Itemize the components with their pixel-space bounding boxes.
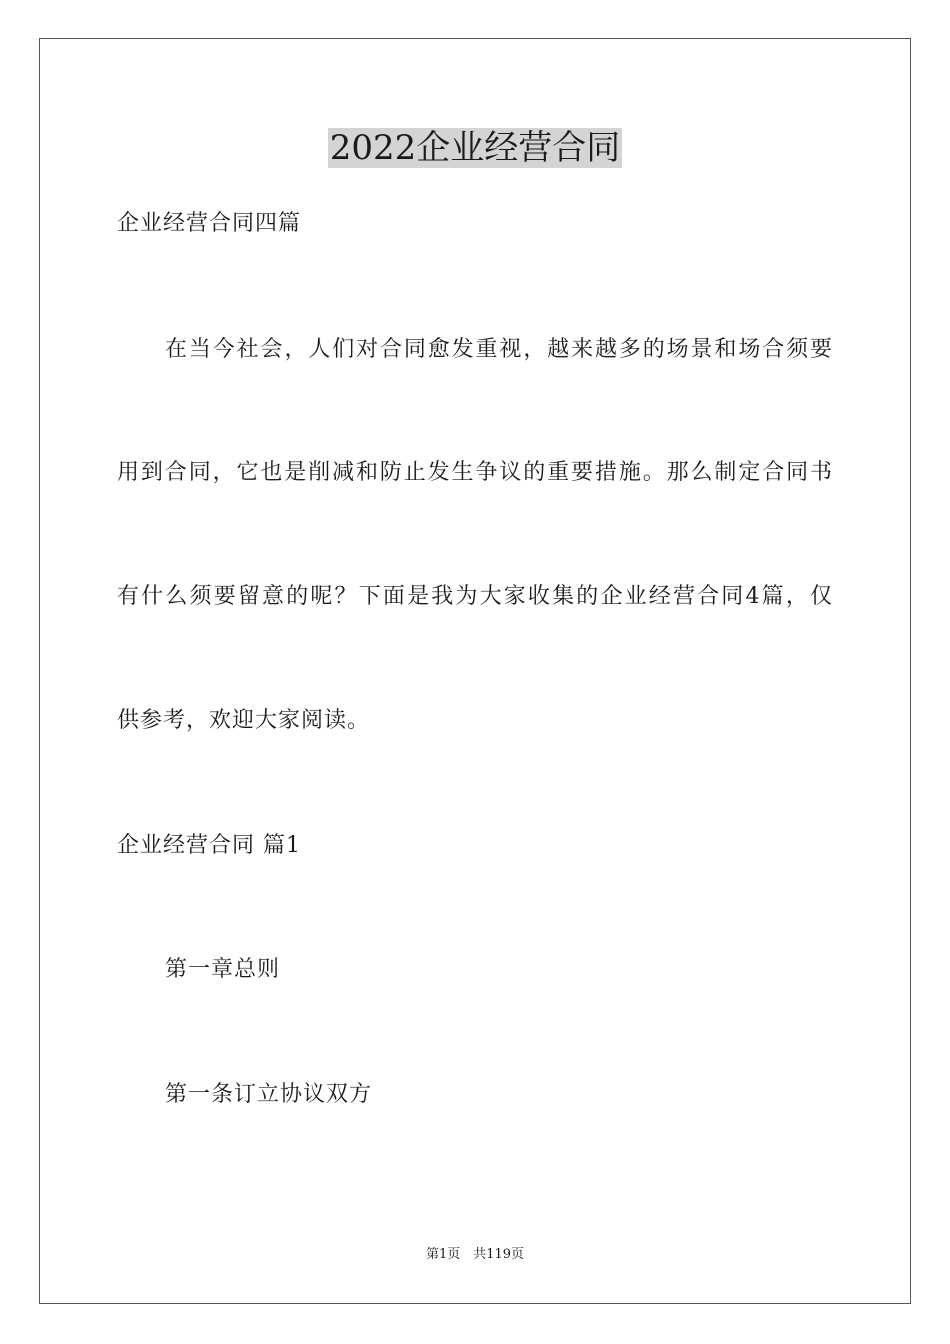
- intro-line-4: 供参考，欢迎大家阅读。: [117, 708, 371, 733]
- document-subtitle: 企业经营合同四篇: [117, 211, 302, 236]
- document-title: [0, 126, 950, 170]
- document-title-text: 2022企业经营合同: [329, 128, 621, 168]
- section-heading: 企业经营合同 篇1: [117, 833, 301, 858]
- intro-line-2: 用到合同，它也是削减和防止发生争议的重要措施。那么制定合同书: [117, 460, 833, 485]
- article-heading: 第一条订立协议双方: [165, 1082, 373, 1107]
- intro-line-1: 在当今社会，人们对合同愈发重视，越来越多的场景和场合须要: [165, 337, 833, 362]
- page-footer: 第1页 共119页: [425, 1247, 525, 1262]
- intro-line-3: 有什么须要留意的呢？下面是我为大家收集的企业经营合同4篇，仅: [117, 584, 833, 609]
- chapter-heading: 第一章总则: [165, 957, 281, 982]
